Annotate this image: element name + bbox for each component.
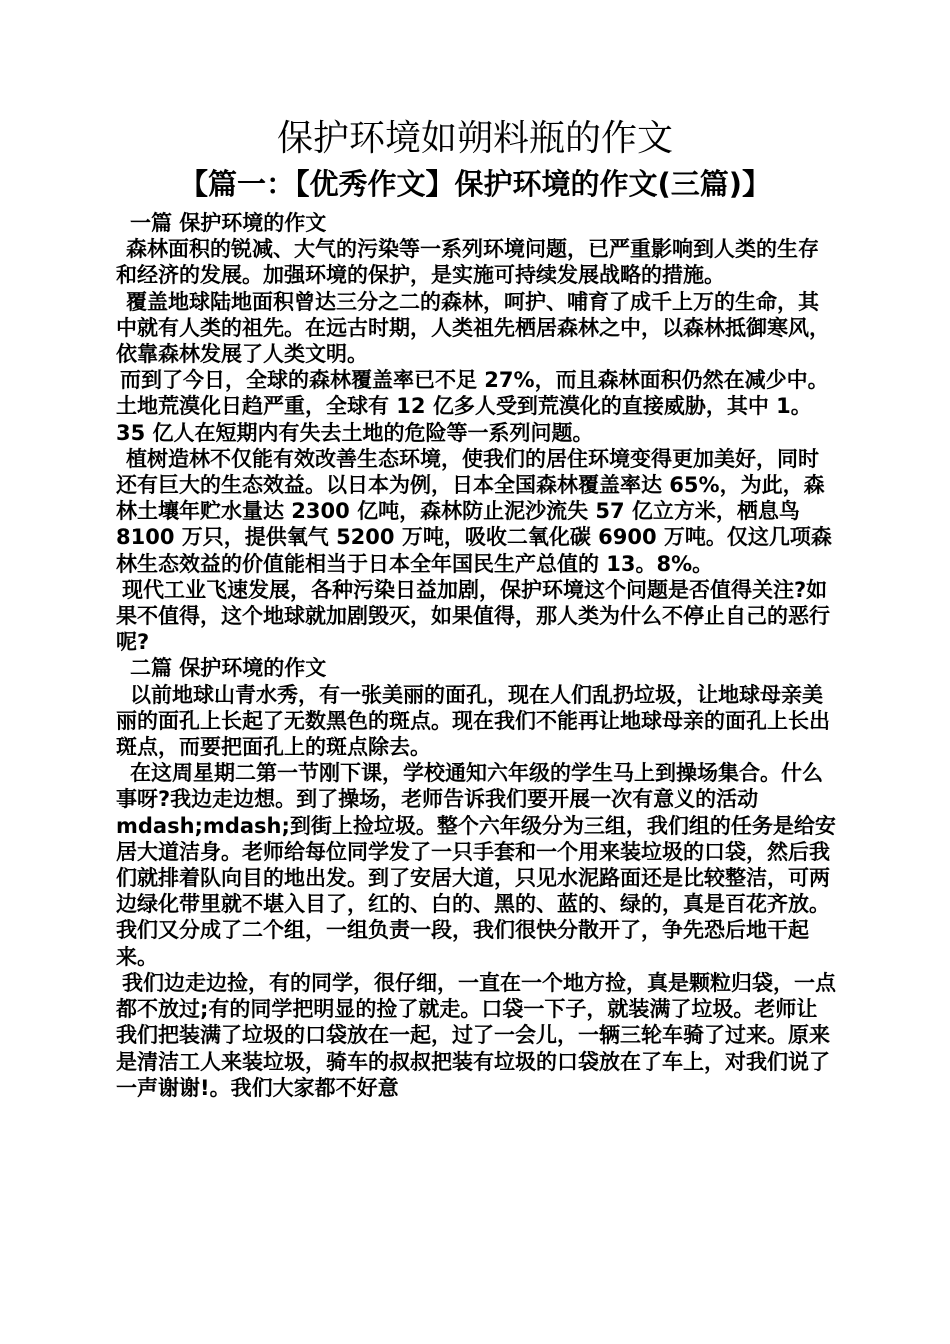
document-body	[116, 210, 838, 1101]
body-paragraph: 植树造林不仅能有效改善生态环境，使我们的居住环境变得更加美好，同时还有巨大的生态效益。以日本为例，日本全国森林覆盖率达 65%，为此，森林土壤年贮水量达 2300 亿吨，森林防止泥沙流失 57 亿立方米，栖息鸟 8100 万只，提供氧气 5200 万吨，吸收二氧化碳 6900 万吨。仅这几项森林生态效益的价值能相当于日本全年国民生产总值的 13。8%。	[116, 446, 832, 576]
section-heading: 一篇 保护环境的作文	[130, 211, 327, 235]
body-paragraph: 覆盖地球陆地面积曾达三分之二的森林，呵护、哺育了成千上万的生命，其中就有人类的祖先。在远古时期，人类祖先栖居森林之中，以森林抵御寒风，依靠森林发展了人类文明。	[116, 289, 830, 367]
body-paragraph: 现代工业飞速发展，各种污染日益加剧，保护环境这个问题是否值得关注?如果不值得，这个地球就加剧毁灭，如果值得，那人类为什么不停止自己的恶行呢?	[116, 577, 830, 655]
document-title: 保护环境如朔料瓶的作文	[276, 118, 673, 159]
body-paragraph: 我们边走边捡，有的同学，很仔细，一直在一个地方捡，真是颗粒归袋，一点都不放过;有的同学把明显的捡了就走。口袋一下子，就装满了垃圾。老师让我们把装满了垃圾的口袋放在一起，过了一会儿，一辆三轮车骑了过来。原来是清洁工人来装垃圾，骑车的叔叔把装有垃圾的口袋放在了车上，对我们说了一声谢谢!。我们大家都不好意	[116, 970, 836, 1100]
body-paragraph: 在这周星期二第一节刚下课，学校通知六年级的学生马上到操场集合。什么事呀?我边走边想。到了操场，老师告诉我们要开展一次有意义的活动 mdash;mdash;到街上捡垃圾。整个六年级分为三组，我们组的任务是给安居大道洁身。老师给每位同学发了一只手套和一个用来装垃圾的口袋，然后我们就排着队向目的地出发。到了安居大道，只见水泥路面还是比较整洁，可两边绿化带里就不堪入目了，红的、白的、黑的、蓝的、绿的，真是百花齐放。我们又分成了二个组，一组负责一段，我们很快分散开了，争先恐后地干起来。	[116, 761, 836, 969]
section-heading: 二篇 保护环境的作文	[130, 656, 327, 681]
body-paragraph: 森林面积的锐减、大气的污染等一系列环境问题，已严重影响到人类的生存和经济的发展。加强环境的保护，是实施可持续发展战略的措施。	[116, 237, 819, 288]
body-paragraph: 以前地球山青水秀，有一张美丽的面孔，现在人们乱扔垃圾，让地球母亲美丽的面孔上长起了无数黑色的斑点。现在我们不能再让地球母亲的面孔上长出斑点，而要把面孔上的斑点除去。	[116, 682, 830, 760]
body-paragraph: 而到了今日，全球的森林覆盖率已不足 27%，而且森林面积仍然在减少中。土地荒漠化日趋严重，全球有 12 亿多人受到荒漠化的直接威胁，其中 1。35 亿人在短期内有失去土地的危险等一系列问题。	[116, 368, 829, 445]
document-subtitle: 【篇一：【优秀作文】保护环境的作文(三篇)】	[178, 167, 771, 201]
